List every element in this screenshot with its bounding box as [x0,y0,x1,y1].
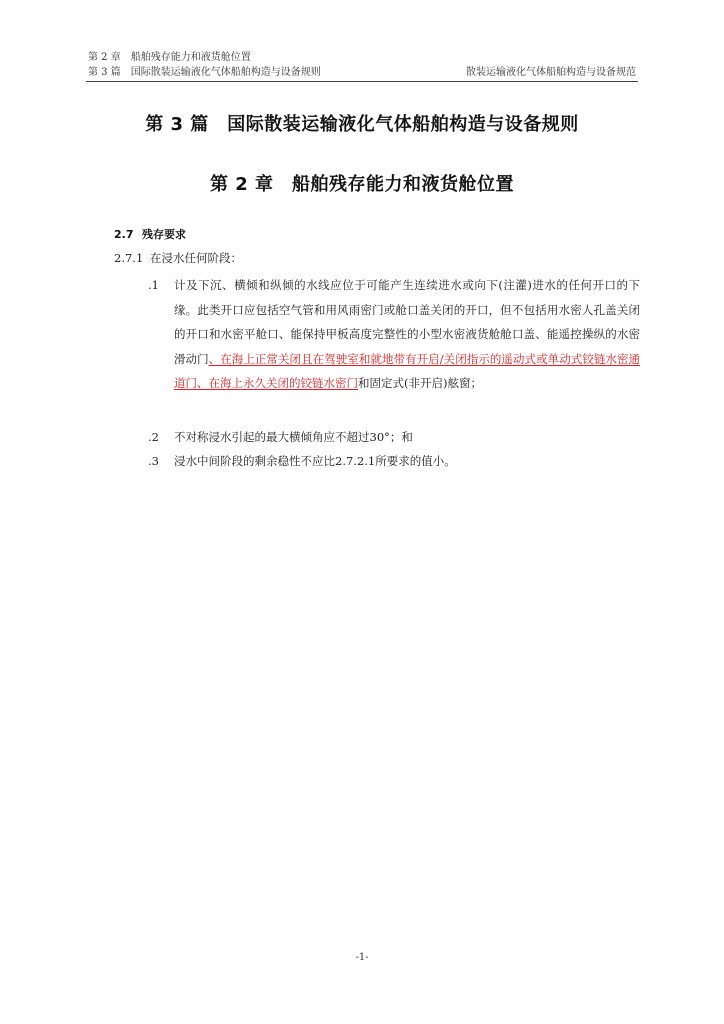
list-item [148,425,640,450]
list-item [148,273,640,396]
running-header-book-title: 散装运输液化气体船舶构造与设备规范 [466,67,636,78]
item-text-plain: 计及下沉、横倾和纵倾的水线应位于可能产生连续进水或向下(注灌)进水的任何开口的下缘。此类开口应包括空气管和用风雨密门或舱口盖关闭的开口，但不包括用水密人孔盖关闭的开口和水密平舱口、能保持甲板高度完整性的小型水密液货舱舱口盖、能遥控操纵的水密滑动门 [174,278,640,366]
section-heading [114,226,186,242]
section-number: 2.7 [114,228,134,241]
page-number: -1- [355,952,369,963]
section-title: 残存要求 [142,228,186,241]
chapter-title: 第 2 章 船舶残存能力和液货舱位置 [209,174,515,195]
running-header-chapter: 第 2 章 船舶残存能力和液货舱位置 [88,52,251,63]
item-text [174,273,640,396]
item-text: 浸水中间阶段的剩余稳性不应比2.7.2.1所要求的值小。 [174,454,456,468]
running-header-part: 第 3 篇 国际散装运输液化气体船舶构造与设备规则 [88,67,321,78]
item-label: .3 [148,454,159,468]
list-item [148,449,640,474]
amendment-text: 、在海上正常关闭且在驾驶室和就地带有开启/关闭指示的遥动式或单动式铰链水密通道门、在海上永久关闭的铰链水密门 [174,351,641,390]
item-text: 不对称浸水引起的最大横倾角应不超过30°；和 [174,430,413,444]
clause-text: 在浸水任何阶段： [150,251,242,265]
item-label: .1 [148,278,159,292]
clause-2-7-1 [114,250,242,266]
item-label: .2 [148,430,159,444]
header-rule [86,81,638,82]
clause-number: 2.7.1 [114,251,144,265]
item-text-plain-end: 和固定式(非开启)舷窗； [358,376,482,390]
part-title: 第 3 篇 国际散装运输液化气体船舶构造与设备规则 [145,114,579,135]
